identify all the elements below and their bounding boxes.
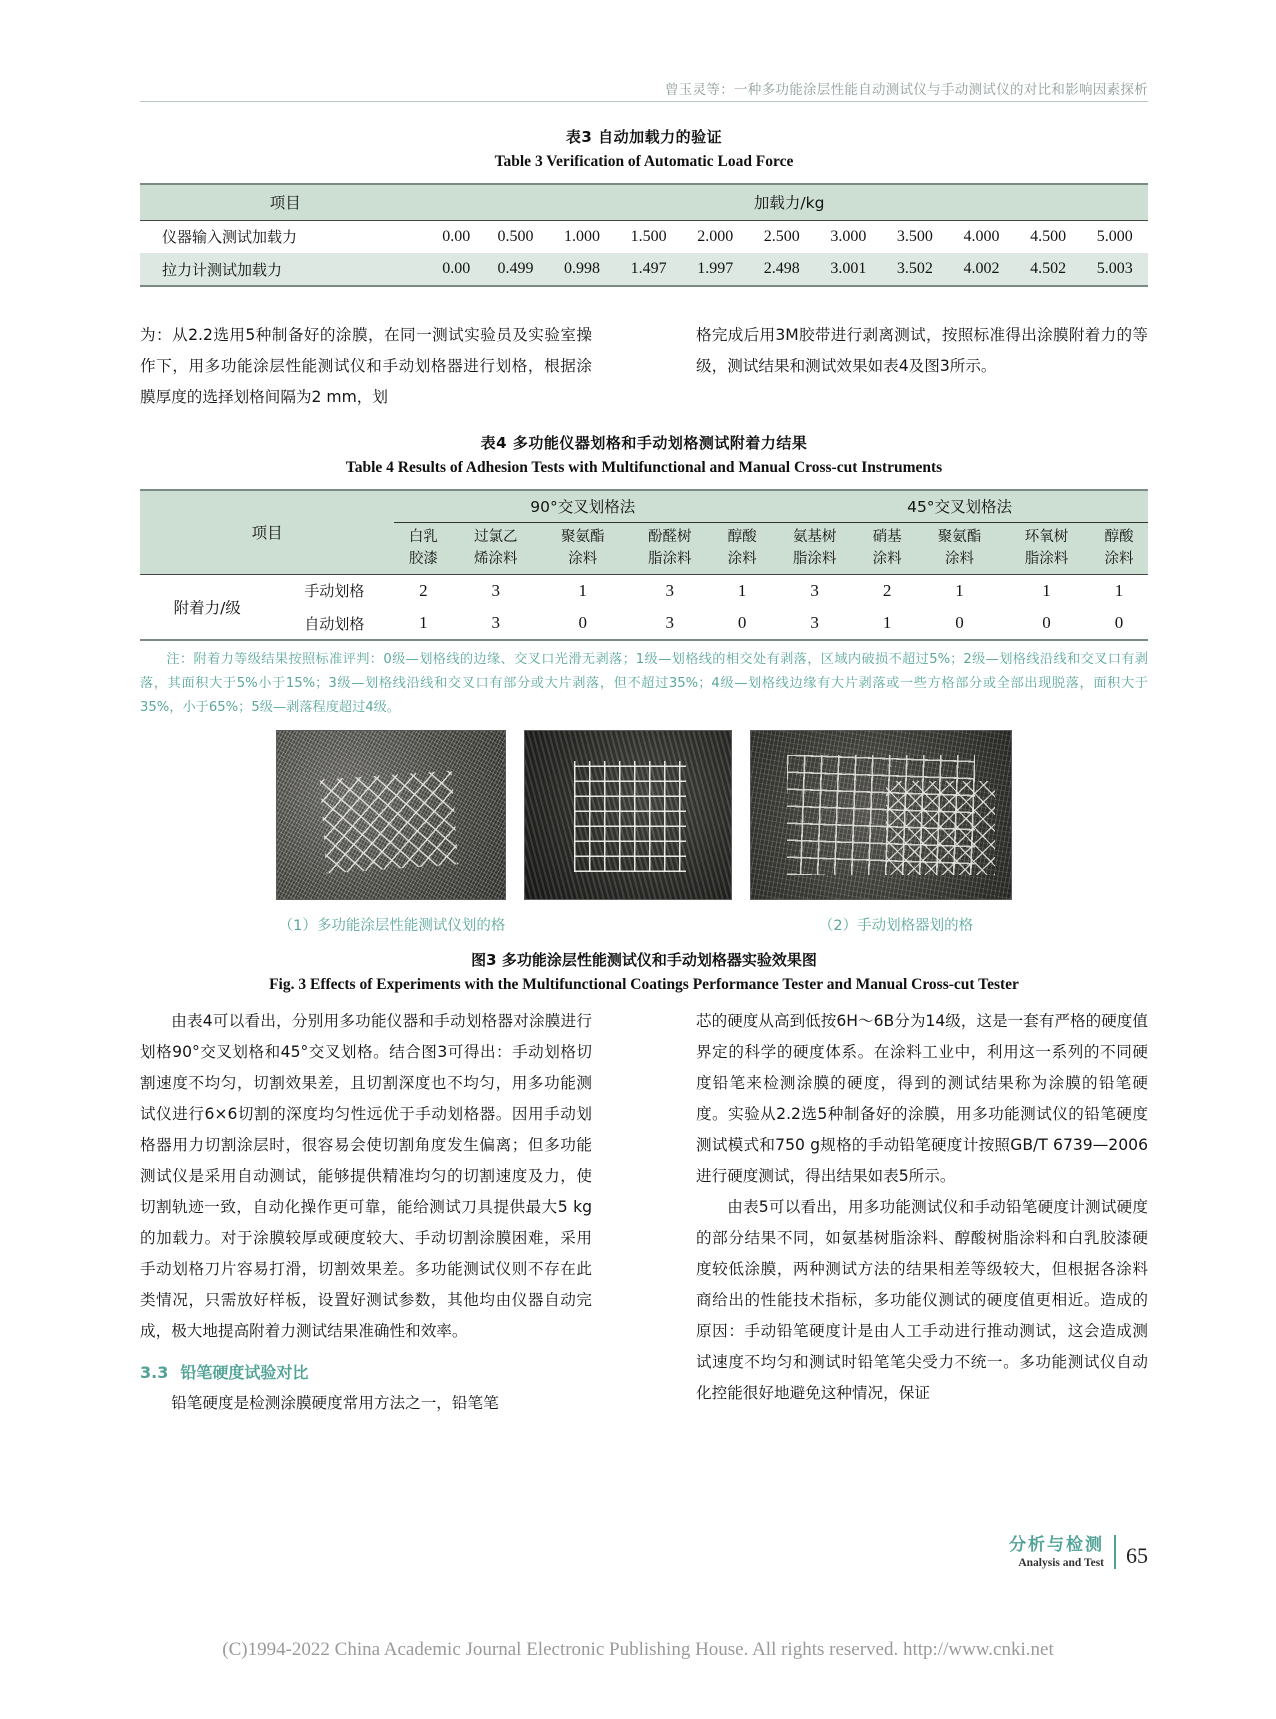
table3-header-load: 加载力/kg xyxy=(430,184,1148,220)
table4-mode-label: 自动划格 xyxy=(274,607,394,640)
table4-coating-45: 聚氨酯 涂料 xyxy=(916,522,1003,574)
table4-coating-90: 醇酸 涂料 xyxy=(713,522,771,574)
running-header: 曾玉灵等：一种多功能涂层性能自动测试仪与手动测试仪的对比和影响因素探析 xyxy=(665,82,1148,98)
table3-cell: 1.000 xyxy=(549,220,616,253)
footer-brand-en: Analysis and Test xyxy=(1018,1557,1104,1569)
table4-cell: 0 xyxy=(1003,607,1090,640)
body-column-right-low xyxy=(696,1006,1148,1409)
table4-cell: 0 xyxy=(916,607,1003,640)
table4-header-item: 项目 xyxy=(140,490,394,574)
table4-caption-en: Table 4 Results of Adhesion Tests with Multifunctional and Manual Cross-cut Instruments xyxy=(345,459,943,476)
copyright-notice: (C)1994-2022 China Academic Journal Electronic Publishing House. All rights reserved. http://www.cnki.net xyxy=(222,1639,1054,1660)
paragraph: 由表5可以看出，用多功能测试仪和手动铅笔硬度计测试硬度的部分结果不同，如氨基树脂涂料、醇酸树脂涂料和白乳胶漆硬度较低涂膜，两种测试方法的结果相差等级较大，但根据各涂料商给出的性能技术指标，多功能仪测试的硬度值更相近。造成的原因：手动铅笔硬度计是由人工手动进行推动测试，这会造成测试速度不均匀和测试时铅笔笔尖受力不统一。多功能测试仪自动化控能很好地避免这种情况，保证 xyxy=(696,1198,1148,1402)
table4-coating-45: 环氧树 脂涂料 xyxy=(1003,522,1090,574)
section-title: 铅笔硬度试验对比 xyxy=(180,1363,309,1382)
table4-group-45: 45°交叉划格法 xyxy=(771,490,1148,522)
table3-cell: 3.000 xyxy=(815,220,882,253)
table4-cell: 1 xyxy=(394,607,452,640)
table3-cell: 1.500 xyxy=(615,220,682,253)
table4-cell: 3 xyxy=(452,574,539,607)
table3-caption-cn: 表3 自动加载力的验证 xyxy=(565,128,723,146)
table3 xyxy=(140,183,1148,287)
table4-cell: 3 xyxy=(452,607,539,640)
table3-cell: 5.000 xyxy=(1081,220,1148,253)
table3-cell: 3.001 xyxy=(815,253,882,286)
figure3-block xyxy=(140,730,1148,994)
table3-header-item: 项目 xyxy=(140,184,430,220)
paragraph: 为：从2.2选用5种制备好的涂膜，在同一测试实验员及实验室操作下，用多功能涂层性能测试仪和手动划格器进行划格，根据涂膜厚度的选择划格间隔为2 mm，划 xyxy=(140,326,592,406)
table4-cell: 3 xyxy=(626,607,713,640)
paragraph: 铅笔硬度是检测涂膜硬度常用方法之一，铅笔笔 xyxy=(171,1394,499,1412)
table3-cell: 2.500 xyxy=(748,220,815,253)
table4-coating-45: 醇酸 涂料 xyxy=(1090,522,1148,574)
table4-coating-90: 白乳 胶漆 xyxy=(394,522,452,574)
body-column-left-low xyxy=(140,1006,592,1419)
table3-cell: 4.500 xyxy=(1015,220,1082,253)
table3-row xyxy=(140,253,1148,286)
table4-cell: 1 xyxy=(1090,574,1148,607)
table4-cell: 1 xyxy=(1003,574,1090,607)
table3-cell: 5.003 xyxy=(1081,253,1148,286)
table4-cell: 2 xyxy=(394,574,452,607)
table3-cell: 1.997 xyxy=(682,253,749,286)
footer-brand-text xyxy=(1009,1530,1104,1569)
table4 xyxy=(140,489,1148,641)
table3-caption-en: Table 3 Verification of Automatic Load Force xyxy=(494,153,794,170)
table3-cell: 2.000 xyxy=(682,220,749,253)
table4-cell: 0 xyxy=(713,607,771,640)
table3-cell: 0.00 xyxy=(430,220,482,253)
section-heading-3-3 xyxy=(140,1357,592,1388)
table3-cell: 0.998 xyxy=(549,253,616,286)
section-number: 3.3 xyxy=(140,1363,169,1382)
table4-cell: 0 xyxy=(1090,607,1148,640)
table4-row xyxy=(140,607,1148,640)
figure3-photo-1a xyxy=(276,730,506,900)
table3-cell: 2.498 xyxy=(748,253,815,286)
figure3-caption-cn: 图3 多功能涂层性能测试仪和手动划格器实验效果图 xyxy=(471,951,817,969)
table3-block xyxy=(140,126,1148,287)
footer-divider xyxy=(1114,1535,1116,1569)
page-number: 65 xyxy=(1126,1543,1148,1568)
figure3-sublabel-2: （2）手动划格器划的格 xyxy=(818,918,974,934)
figure3-sublabel-1: （1）多功能涂层性能测试仪划的格 xyxy=(278,918,506,934)
figure3-photo-1b xyxy=(524,730,732,900)
table3-row-label: 拉力计测试加载力 xyxy=(140,253,430,286)
table4-row-group-label: 附着力/级 xyxy=(140,574,274,640)
table4-coating-90: 过氯乙 烯涂料 xyxy=(452,522,539,574)
table4-caption-cn: 表4 多功能仪器划格和手动划格测试附着力结果 xyxy=(480,434,808,452)
figure3-sublabels xyxy=(140,914,1148,935)
table4-cell: 3 xyxy=(771,607,858,640)
table3-cell: 0.499 xyxy=(482,253,549,286)
table4-coating-45: 氨基树 脂涂料 xyxy=(771,522,858,574)
table4-cell: 3 xyxy=(626,574,713,607)
table4-cell: 1 xyxy=(713,574,771,607)
table3-cell: 1.497 xyxy=(615,253,682,286)
table4-cell: 0 xyxy=(539,607,626,640)
table4-cell: 1 xyxy=(539,574,626,607)
table3-cell: 4.002 xyxy=(948,253,1015,286)
body-column-right-mid xyxy=(696,320,1148,382)
header-divider xyxy=(140,101,1148,102)
footer-brand xyxy=(1009,1530,1148,1569)
table4-group-row xyxy=(140,490,1148,522)
table3-cell: 4.000 xyxy=(948,220,1015,253)
table3-cell: 3.502 xyxy=(882,253,949,286)
table4-coating-90: 酚醛树 脂涂料 xyxy=(626,522,713,574)
paragraph: 由表4可以看出，分别用多功能仪器和手动划格器对涂膜进行划格90°交叉划格和45°交叉划格。结合图3可得出：手动划格切割速度不均匀，切割效果差，且切割深度也不均匀，用多功能测试仪进行6×6切割的深度均匀性远优于手动划格器。因用手动划格器用力切割涂层时，很容易会使切割角度发生偏离；但多功能测试仪是采用自动测试，能够提供精准均匀的切割速度及力，使切割轨迹一致，自动化操作更可靠，能给测试刀具提供最大5 kg的加载力。对于涂膜较厚或硬度较大、手动切割涂膜困难，采用手动划格刀片容易打滑，切割效果差。多功能测试仪则不存在此类情况，只需放好样板，设置好测试参数，其他均由仪器自动完成，极大地提高附着力测试结果准确性和效率。 xyxy=(140,1012,592,1340)
table4-cell: 1 xyxy=(916,574,1003,607)
paragraph: 格完成后用3M胶带进行剥离测试，按照标准得出涂膜附着力的等级，测试结果和测试效果如表4及图3所示。 xyxy=(696,326,1148,375)
table3-cell: 0.00 xyxy=(430,253,482,286)
table4-row xyxy=(140,574,1148,607)
table4-cell: 2 xyxy=(858,574,916,607)
table3-row-label: 仪器输入测试加载力 xyxy=(140,220,430,253)
table4-mode-label: 手动划格 xyxy=(274,574,394,607)
table4-coating-45: 硝基 涂料 xyxy=(858,522,916,574)
table3-header-row xyxy=(140,184,1148,220)
paragraph: 芯的硬度从高到低按6H～6B分为14级，这是一套有严格的硬度值界定的科学的硬度体系。在涂料工业中，利用这一系列的不同硬度铅笔来检测涂膜的硬度，得到的测试结果称为涂膜的铅笔硬度。实验从2.2选5种制备好的涂膜，用多功能测试仪的铅笔硬度测试模式和750 g规格的手动铅笔硬度计按照GB/T 6739—2006进行硬度测试，得出结果如表5所示。 xyxy=(696,1012,1148,1185)
body-column-left-mid xyxy=(140,320,592,413)
table4-cell: 1 xyxy=(858,607,916,640)
figure3-images xyxy=(140,730,1148,900)
table4-note: 注：附着力等级结果按照标准评判：0级—划格线的边缘、交叉口光滑无剥落；1级—划格线的相交处有剥落，区域内破损不超过5%；2级—划格线沿线和交叉口有剥落，其面积大于5%小于15%；3级—划格线沿线和交叉口有部分或大片剥落，但不超过35%；4级—划格线边缘有大片剥落或一些方格部分或全部出现脱落，面积大于35%，小于65%；5级—剥落程度超过4级。 xyxy=(140,652,1148,715)
table3-cell: 3.500 xyxy=(882,220,949,253)
table4-coating-90: 聚氨酯 涂料 xyxy=(539,522,626,574)
table3-cell: 4.502 xyxy=(1015,253,1082,286)
table4-group-90: 90°交叉划格法 xyxy=(394,490,771,522)
figure3-photo-2 xyxy=(750,730,1012,900)
table3-row xyxy=(140,220,1148,253)
table3-cell: 0.500 xyxy=(482,220,549,253)
figure3-caption-en: Fig. 3 Effects of Experiments with the Multifunctional Coatings Performance Tester and Manual Cross-cut Tester xyxy=(269,976,1019,993)
footer-brand-cn: 分析与检测 xyxy=(1009,1535,1104,1555)
table4-block xyxy=(140,432,1148,720)
table4-cell: 3 xyxy=(771,574,858,607)
